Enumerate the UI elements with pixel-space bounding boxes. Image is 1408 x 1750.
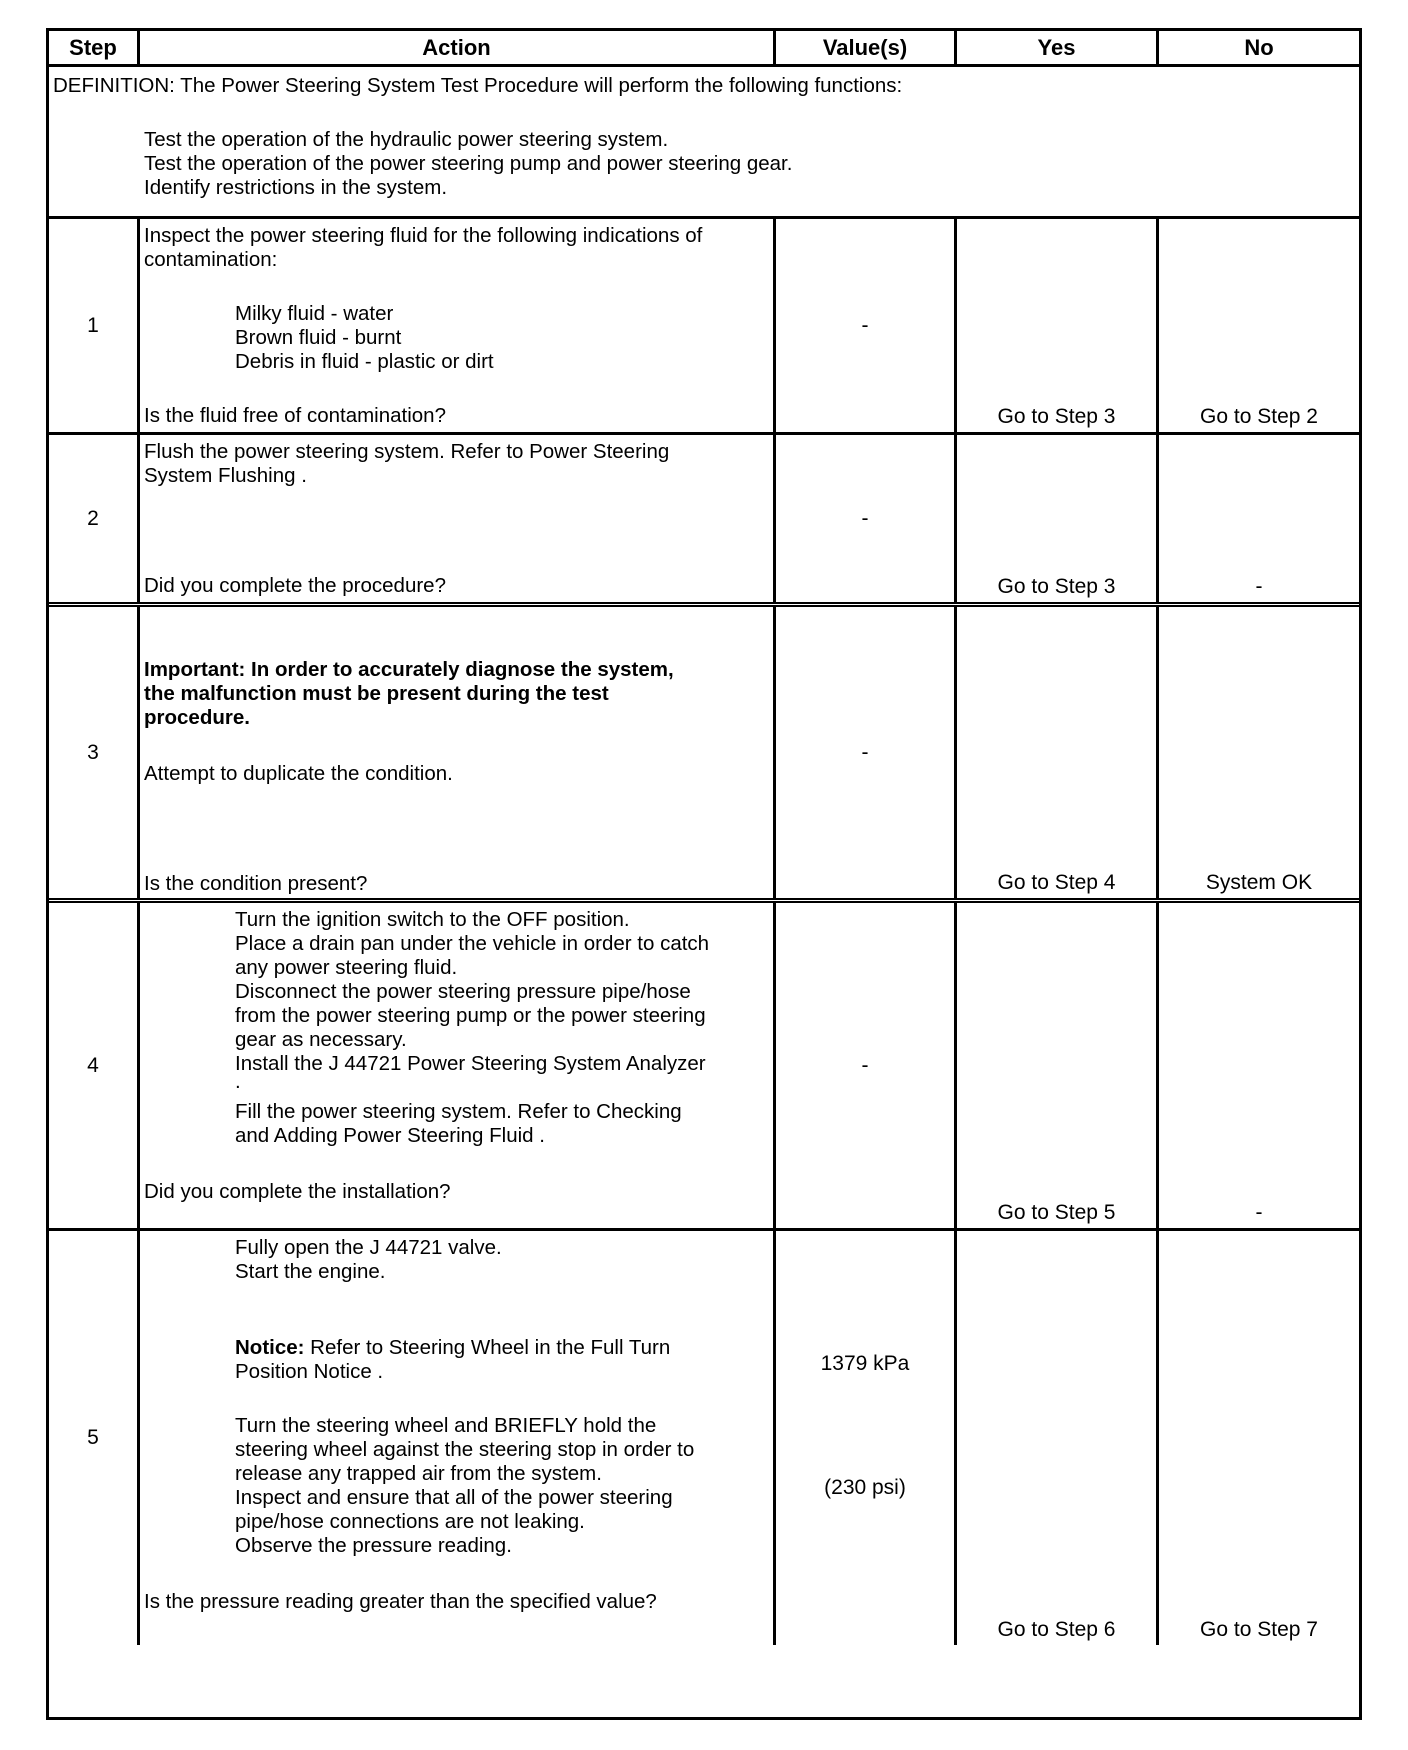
action-text: release any trapped air from the system. (235, 1462, 602, 1485)
header-step: Step (49, 31, 140, 64)
step-number: 4 (49, 903, 140, 1228)
step-value: - (776, 607, 957, 898)
no-text: Go to Step 2 (1200, 405, 1318, 428)
step-action (140, 607, 776, 898)
action-question: Is the pressure reading greater than the specified value? (144, 1590, 657, 1613)
action-text: and Adding Power Steering Fluid . (235, 1124, 545, 1147)
action-text: Turn the steering wheel and BRIEFLY hold the (235, 1414, 657, 1437)
yes-text: Go to Step 3 (997, 575, 1116, 598)
action-text: steering wheel against the steering stop in order to (235, 1438, 695, 1461)
action-text: . (235, 1070, 241, 1093)
step-action (140, 219, 776, 432)
diagnostic-table (46, 28, 1362, 1720)
step-yes (957, 435, 1159, 602)
notice-label: Notice: (235, 1336, 305, 1359)
step-no (1159, 1231, 1359, 1645)
step-value (776, 1231, 957, 1645)
definition-title: DEFINITION: The Power Steering System Test Procedure will perform the following functions: (53, 74, 903, 97)
action-text: Observe the pressure reading. (235, 1534, 512, 1557)
step-action (140, 903, 776, 1228)
important-text: the malfunction must be present during the test (144, 682, 609, 705)
action-text: gear as necessary. (235, 1028, 407, 1051)
table-header-row (49, 31, 1359, 67)
no-text: Go to Step 7 (1200, 1618, 1318, 1641)
action-text: pipe/hose connections are not leaking. (235, 1510, 585, 1533)
action-text: Start the engine. (235, 1260, 386, 1283)
action-bullet: Brown fluid - burnt (235, 326, 402, 349)
step-no (1159, 435, 1359, 602)
definition-item: Test the operation of the hydraulic power steering system. (144, 128, 669, 151)
action-text: Install the J 44721 Power Steering System Analyzer (235, 1052, 706, 1075)
action-text: Fill the power steering system. Refer to Checking (235, 1100, 682, 1123)
notice-body: Refer to Steering Wheel in the Full Turn (304, 1336, 671, 1359)
notice-text (235, 1335, 670, 1361)
step-number: 5 (49, 1231, 140, 1645)
step-value: - (776, 219, 957, 432)
action-text: Attempt to duplicate the condition. (144, 762, 453, 785)
header-no: No (1244, 34, 1274, 60)
action-text: Inspect the power steering fluid for the following indications of (144, 224, 703, 247)
yes-text: Go to Step 4 (997, 871, 1116, 894)
action-question: Did you complete the installation? (144, 1180, 451, 1203)
no-text: System OK (1205, 871, 1313, 894)
action-text: Place a drain pan under the vehicle in order to catch (235, 932, 710, 955)
step-row-1 (49, 219, 1359, 435)
yes-text: Go to Step 3 (997, 405, 1116, 428)
no-text: - (1255, 1201, 1263, 1224)
step-action (140, 435, 776, 602)
notice-text-2: Position Notice . (235, 1360, 384, 1383)
header-yes: Yes (957, 31, 1159, 64)
step-value: - (776, 435, 957, 602)
header-action: Action (140, 31, 776, 64)
action-question: Is the fluid free of contamination? (144, 404, 446, 427)
definition-item: Test the operation of the power steering pump and power steering gear. (144, 152, 793, 175)
step-number: 1 (49, 219, 140, 432)
action-text: contamination: (144, 248, 278, 271)
action-text: Inspect and ensure that all of the power steering (235, 1486, 673, 1509)
step-yes (957, 219, 1159, 432)
action-text: Disconnect the power steering pressure pipe/hose (235, 980, 691, 1003)
action-text: System Flushing . (144, 464, 307, 487)
step-row-2 (49, 435, 1359, 607)
step-row-3 (49, 607, 1359, 903)
step-value: - (776, 903, 957, 1228)
step-number: 2 (49, 435, 140, 602)
header-values: Value(s) (776, 31, 957, 64)
step-yes (957, 607, 1159, 898)
important-text: procedure. (144, 706, 250, 729)
definition-row (49, 67, 1359, 219)
step-number: 3 (49, 607, 140, 898)
action-question: Did you complete the procedure? (144, 574, 446, 597)
value-kpa: 1379 kPa (820, 1352, 910, 1375)
action-text: from the power steering pump or the power steering (235, 1004, 706, 1027)
step-action (140, 1231, 776, 1645)
step-row-4 (49, 903, 1359, 1231)
step-no (1159, 903, 1359, 1228)
yes-text: Go to Step 5 (997, 1201, 1116, 1224)
action-text: Turn the ignition switch to the OFF position. (235, 908, 630, 931)
action-question: Is the condition present? (144, 872, 368, 895)
step-row-5 (49, 1231, 1359, 1645)
definition-item: Identify restrictions in the system. (144, 176, 448, 199)
no-text: - (1255, 575, 1263, 598)
step-yes (957, 903, 1159, 1228)
step-yes (957, 1231, 1159, 1645)
action-text: any power steering fluid. (235, 956, 458, 979)
step-no (1159, 219, 1359, 432)
yes-text: Go to Step 6 (997, 1618, 1116, 1641)
important-text: Important: In order to accurately diagnose the system, (144, 658, 674, 681)
step-no (1159, 607, 1359, 898)
action-text: Fully open the J 44721 valve. (235, 1236, 502, 1259)
action-bullet: Debris in fluid - plastic or dirt (235, 350, 494, 373)
action-text: Flush the power steering system. Refer to Power Steering (144, 440, 670, 463)
action-bullet: Milky fluid - water (235, 302, 394, 325)
value-psi: (230 psi) (824, 1476, 906, 1499)
